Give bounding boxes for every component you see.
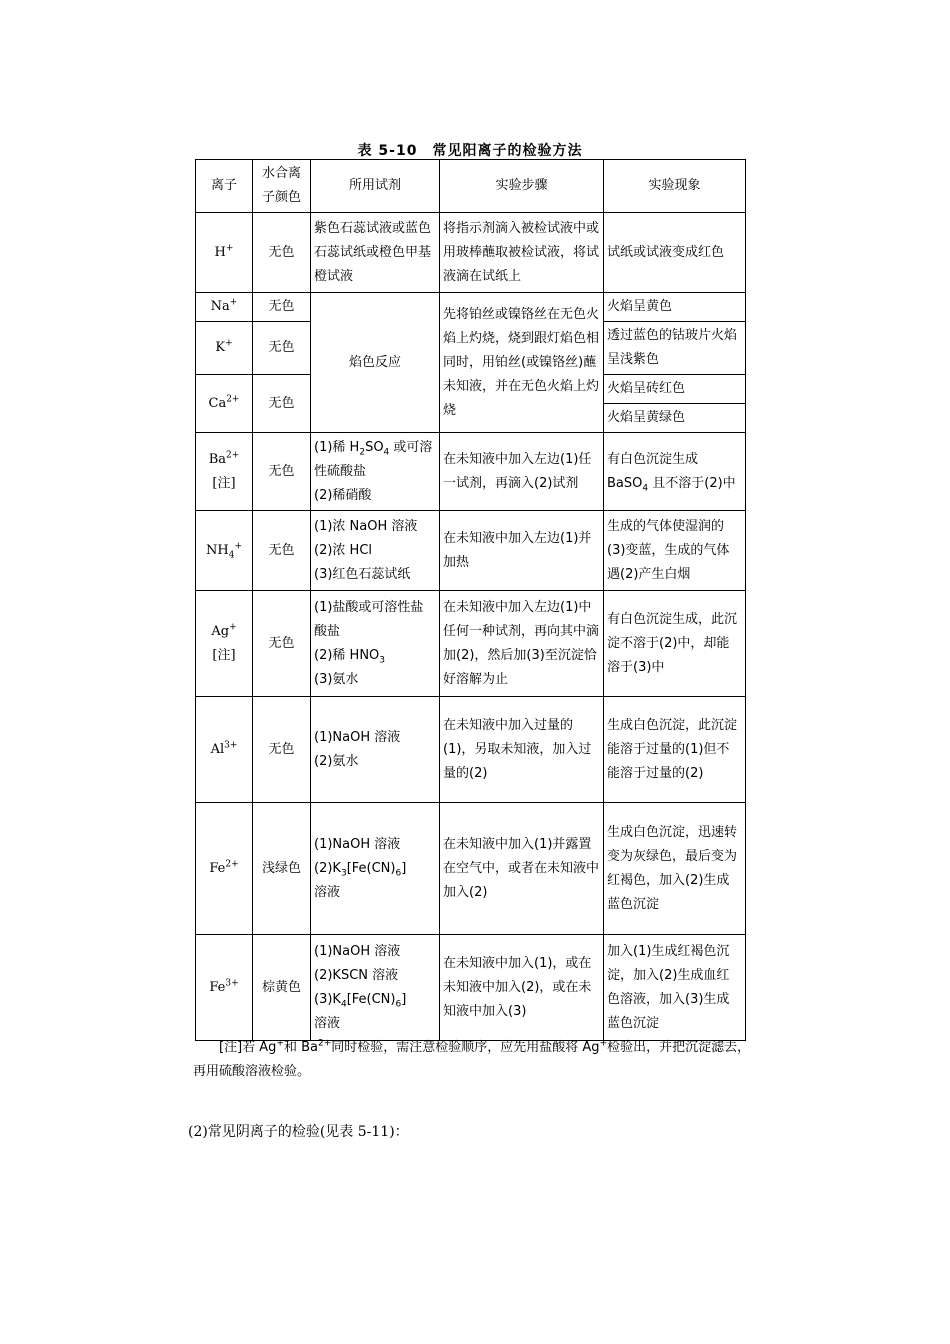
ion-cell: $NH_4^+$ (196, 511, 253, 591)
table-row (196, 803, 746, 935)
ion-cell: Ag+ [注] (196, 591, 253, 697)
steps-cell: 在未知液中加入左边(1)中任何一种试剂，再向其中滴加(2)，然后加(3)至沉淀恰好溶解为止 (440, 591, 604, 697)
section-heading: (2)常见阴离子的检验(见表 5-11)： (188, 1124, 409, 1140)
color-cell: 无色 (253, 511, 311, 591)
ion-cell: H+ (196, 213, 253, 293)
reagent-cell: (1)稀 $H_2SO_4$ 或可溶性硫酸盐 (2)稀硝酸 (311, 433, 440, 511)
phenomenon-cell: 生成的气体使湿润的(3)变蓝，生成的气体遇(2)产生白烟 (604, 511, 746, 591)
phenomenon-cell: 有白色沉淀生成，此沉淀不溶于(2)中，却能溶于(3)中 (604, 591, 746, 697)
reagent-cell: (1)浓 NaOH 溶液 (2)浓 HCl (3)红色石蕊试纸 (311, 511, 440, 591)
table-row (196, 511, 746, 591)
color-cell: 无色 (253, 697, 311, 803)
phenomenon-cell: 试纸或试液变成红色 (604, 213, 746, 293)
table-row (196, 697, 746, 803)
phenomenon-cell: 透过蓝色的钴玻片火焰呈浅紫色 (604, 322, 746, 375)
table-row (196, 591, 746, 697)
phenomenon-cell: 火焰呈黄绿色 (604, 404, 746, 433)
header-reagent: 所用试剂 (311, 160, 440, 213)
phenomenon-cell: 生成白色沉淀，此沉淀能溶于过量的(1)但不能溶于过量的(2) (604, 697, 746, 803)
cation-test-table (195, 159, 746, 1041)
reagent-cell: (1)NaOH 溶液 (2)氨水 (311, 697, 440, 803)
table-footnote: [注]若 Ag+和 $Ba^{2+}$同时检验，需注意检验顺序，应先用盐酸将 Ag+检验出，并把沉淀滤去，再用硫酸溶液检验。 (193, 1038, 751, 1079)
steps-cell: 先将铂丝或镍铬丝在无色火焰上灼烧，烧到跟灯焰色相同时，用铂丝(或镍铬丝)蘸未知液，并在无色火焰上灼烧 (440, 293, 604, 433)
table-header-row (196, 160, 746, 213)
color-cell: 无色 (253, 433, 311, 511)
table-row (196, 935, 746, 1041)
steps-cell: 在未知液中加入(1)，或在未知液中加入(2)，或在未知液中加入(3) (440, 935, 604, 1041)
phenomenon-cell: 火焰呈砖红色 (604, 375, 746, 404)
color-cell: 无色 (253, 591, 311, 697)
color-cell: 棕黄色 (253, 935, 311, 1041)
phenomenon-cell: 有白色沉淀生成 BaSO$_4$ 且不溶于(2)中 (604, 433, 746, 511)
header-color: 水合离 子颜色 (253, 160, 311, 213)
phenomenon-cell: 火焰呈黄色 (604, 293, 746, 322)
steps-cell: 在未知液中加入左边(1)并加热 (440, 511, 604, 591)
table-row (196, 213, 746, 293)
header-phenomenon: 实验现象 (604, 160, 746, 213)
color-cell: 无色 (253, 375, 311, 433)
table-title: 表 5-10 常见阳离子的检验方法 (357, 143, 583, 159)
header-ion: 离子 (196, 160, 253, 213)
table-row (196, 293, 746, 322)
steps-cell: 将指示剂滴入被检试液中或用玻棒蘸取被检试液，将试液滴在试纸上 (440, 213, 604, 293)
ion-cell: K+ (196, 322, 253, 375)
header-steps: 实验步骤 (440, 160, 604, 213)
steps-cell: 在未知液中加入过量的(1)，另取未知液，加入过量的(2) (440, 697, 604, 803)
ion-cell: $Ca^{2+}$ (196, 375, 253, 433)
reagent-cell: (1)NaOH 溶液 (2)KSCN 溶液 $(3)K_4[Fe(CN)_6]$ 溶液 (311, 935, 440, 1041)
color-cell: 无色 (253, 322, 311, 375)
color-cell: 无色 (253, 293, 311, 322)
color-cell: 浅绿色 (253, 803, 311, 935)
reagent-cell: (1)盐酸或可溶性盐酸盐 (2)稀 $HNO_3$ (3)氨水 (311, 591, 440, 697)
steps-cell: 在未知液中加入(1)并露置在空气中，或者在未知液中加入(2) (440, 803, 604, 935)
reagent-cell: (1)NaOH 溶液 $(2)K_3[Fe(CN)_6]$ 溶液 (311, 803, 440, 935)
phenomenon-cell: 加入(1)生成红褐色沉淀，加入(2)生成血红色溶液，加入(3)生成蓝色沉淀 (604, 935, 746, 1041)
steps-cell: 在未知液中加入左边(1)任一试剂，再滴入(2)试剂 (440, 433, 604, 511)
color-cell: 无色 (253, 213, 311, 293)
reagent-cell: 紫色石蕊试液或蓝色石蕊试纸或橙色甲基橙试液 (311, 213, 440, 293)
ion-cell: $Fe^{2+}$ (196, 803, 253, 935)
table-row (196, 433, 746, 511)
ion-cell: Na+ (196, 293, 253, 322)
ion-cell: $Ba^{2+}$ [注] (196, 433, 253, 511)
reagent-cell: 焰色反应 (311, 293, 440, 433)
phenomenon-cell: 生成白色沉淀，迅速转变为灰绿色，最后变为红褐色，加入(2)生成蓝色沉淀 (604, 803, 746, 935)
ion-cell: $Fe^{3+}$ (196, 935, 253, 1041)
ion-cell: $Al^{3+}$ (196, 697, 253, 803)
